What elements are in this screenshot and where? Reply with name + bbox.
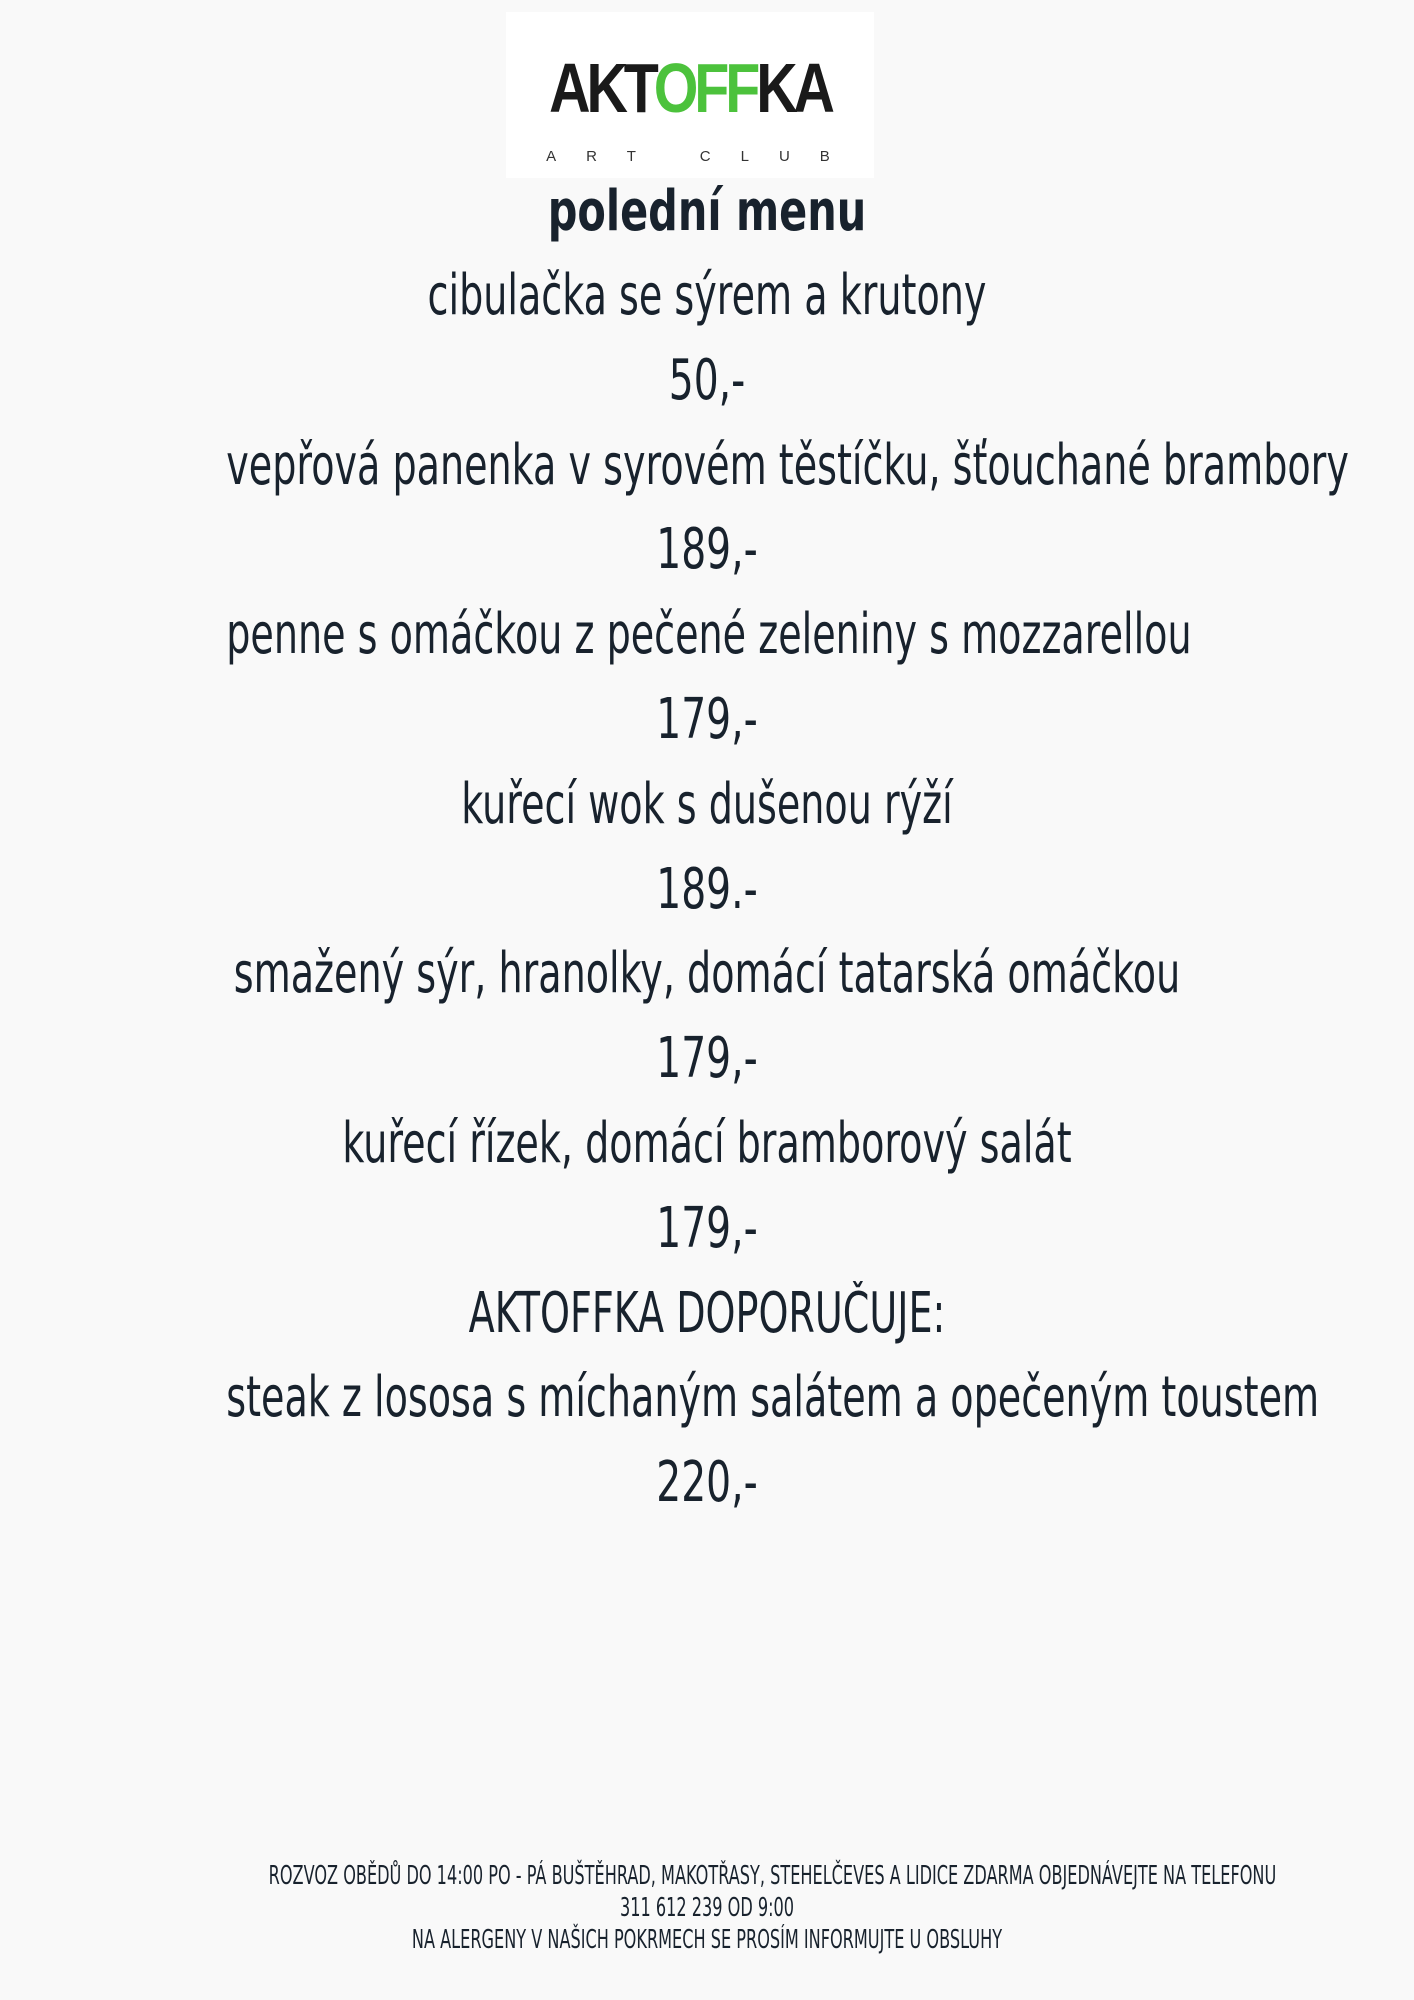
menu-item-name: kuřecí wok s dušenou rýží bbox=[461, 771, 953, 837]
menu-item-name: smažený sýr, hranolky, domácí tatarská omáčkou bbox=[233, 941, 1181, 1007]
delivery-info: ROZVOZ OBĚDŮ DO 14:00 PO - PÁ BUŠTĚHRAD, MAKOTŘASY, STEHELČEVES A LIDICE ZDARMA OBJEDNÁVEJTE NA TELEFONU bbox=[268, 1861, 1277, 1891]
menu-item-name: penne s omáčkou z pečené zeleniny s mozzarellou bbox=[226, 602, 1192, 668]
menu-item-price: 179,- bbox=[656, 1026, 758, 1092]
recommendation-item-price: 220,- bbox=[656, 1450, 758, 1516]
logo bbox=[506, 12, 874, 178]
phone-number: 311 612 239 OD 9:00 bbox=[619, 1893, 795, 1923]
menu-item-name: cibulačka se sýrem a krutony bbox=[427, 263, 987, 328]
logo-subtitle: ART CLUB bbox=[546, 148, 860, 165]
menu-item-price: 50,- bbox=[668, 347, 746, 413]
menu-item-price: 189.- bbox=[656, 856, 758, 922]
logo-word-part2: OFF bbox=[653, 49, 757, 127]
menu-item-price: 179,- bbox=[656, 1195, 758, 1261]
footer bbox=[0, 1860, 1414, 1956]
menu-item-name: vepřová panenka v syrovém těstíčku, šťouchané brambory bbox=[226, 432, 1349, 498]
recommendation-item-name: steak z lososa s míchaným salátem a opečeným toustem bbox=[226, 1365, 1320, 1431]
logo-word-part1: AKT bbox=[549, 49, 654, 127]
menu-title: polední menu bbox=[547, 179, 867, 244]
allergen-note: NA ALERGENY V NAŠICH POKRMECH SE PROSÍM INFORMUJTE U OBSLUHY bbox=[411, 1925, 1003, 1955]
menu-item-price: 189,- bbox=[656, 517, 758, 583]
menu-list bbox=[0, 254, 1414, 1526]
logo-wordmark bbox=[539, 48, 841, 128]
recommendation-heading: AKTOFFKA DOPORUČUJE: bbox=[468, 1280, 946, 1346]
menu-item-price: 179,- bbox=[656, 686, 758, 752]
logo-word-part3: KA bbox=[756, 49, 831, 127]
menu-item-name: kuřecí řízek, domácí bramborový salát bbox=[342, 1110, 1072, 1176]
